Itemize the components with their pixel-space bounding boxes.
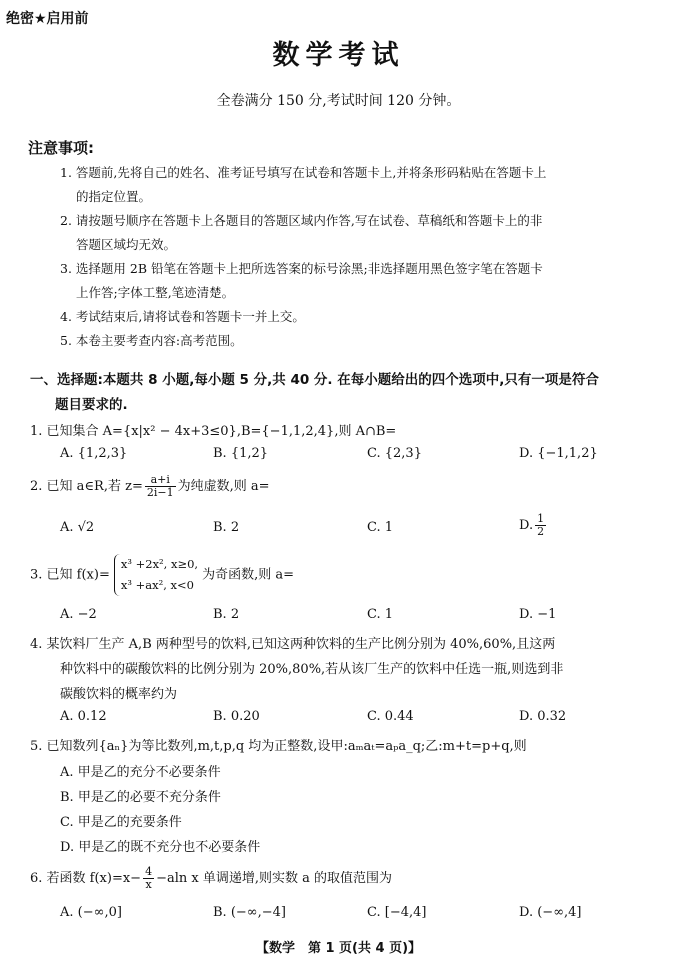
question-3-stem (30, 554, 294, 596)
q1-option-a: A. {1,2,3} (60, 446, 128, 461)
q2-option-a: A. √2 (60, 520, 95, 535)
q3-option-c: C. 1 (367, 607, 394, 622)
note-line: 答题区域均无效。 (76, 237, 177, 252)
q4-option-b: B. 0.20 (213, 709, 260, 724)
q6-numerator: 4 (145, 865, 153, 878)
page-footer: 【数学 第 1 页(共 4 页)】 (255, 941, 422, 956)
section-heading-cont: 题目要求的. (55, 397, 128, 413)
q2-option-c: C. 1 (367, 520, 394, 535)
q2-d-denominator: 2 (537, 525, 545, 538)
note-line: 3. 选择题用 2B 铅笔在答题卡上把所选答案的标号涂黑;非选择题用黑色签字笔在答题卡 (60, 261, 543, 276)
q5-option-c: C. 甲是乙的充要条件 (60, 815, 182, 830)
q3-stem-pre: 3. 已知 f(x)= (30, 567, 110, 583)
q1-option-c: C. {2,3} (367, 446, 422, 461)
q2-option-d (519, 513, 548, 538)
q5-option-b: B. 甲是乙的必要不充分条件 (60, 790, 221, 805)
question-1-stem: 1. 已知集合 A={x|x² − 4x+3≤0},B={−1,1,2,4},则 A∩B= (30, 424, 397, 439)
question-5-stem: 5. 已知数列{aₙ}为等比数列,m,t,p,q 均为正整数,设甲:aₘaₜ=aₚa_q;乙:m+t=p+q,则 (30, 739, 527, 754)
question-2-stem (30, 474, 270, 499)
q3-stem-post: 为奇函数,则 a= (202, 567, 294, 583)
q2-denominator: 2i−1 (146, 486, 174, 499)
q3-piecewise (114, 554, 198, 596)
q6-stem-pre: 6. 若函数 f(x)=x− (30, 871, 142, 886)
q2-stem-pre: 2. 已知 a∈R,若 z= (30, 479, 143, 494)
section-heading: 一、选择题:本题共 8 小题,每小题 5 分,共 40 分. 在每小题给出的四个选项中,只有一项是符合 (30, 372, 599, 388)
q6-option-c: C. [−4,4] (367, 905, 427, 920)
q2-numerator: a+i (145, 474, 176, 487)
question-4-line: 4. 某饮料厂生产 A,B 两种型号的饮料,已知这两种饮料的生产比例分别为 40%,60%,且这两 (30, 637, 556, 652)
q2-stem-post: 为纯虚数,则 a= (177, 479, 270, 494)
q2-fraction (145, 474, 176, 499)
q3-case-1: x³ +2x², x≥0, (120, 557, 199, 571)
q3-case-2: x³ +ax², x<0 (120, 578, 194, 592)
note-line: 1. 答题前,先将自己的姓名、准考证号填写在试卷和答题卡上,并将条形码粘贴在答题卡上 (60, 165, 547, 180)
q2-option-b: B. 2 (213, 520, 240, 535)
note-line: 的指定位置。 (76, 189, 152, 204)
q4-option-a: A. 0.12 (60, 709, 107, 724)
note-line: 4. 考试结束后,请将试卷和答题卡一并上交。 (60, 309, 305, 324)
question-4-line: 种饮料中的碳酸饮料的比例分别为 20%,80%,若从该厂生产的饮料中任选一瓶,则选到非 (60, 662, 564, 677)
q5-option-d: D. 甲是乙的既不充分也不必要条件 (60, 840, 261, 855)
note-line: 2. 请按题号顺序在答题卡上各题目的答题区域内作答,写在试卷、草稿纸和答题卡上的非 (60, 213, 543, 228)
q6-option-b: B. (−∞,−4] (213, 905, 286, 920)
q4-option-c: C. 0.44 (367, 709, 414, 724)
exam-title: 数学考试 (272, 40, 405, 71)
q6-stem-post: −aln x 单调递增,则实数 a 的取值范围为 (156, 871, 392, 886)
q2-option-d-fraction (535, 513, 546, 538)
note-line: 上作答;字体工整,笔迹清楚。 (76, 285, 235, 300)
q6-option-a: A. (−∞,0] (60, 905, 122, 920)
q4-option-d: D. 0.32 (519, 709, 567, 724)
q6-option-d: D. (−∞,4] (519, 905, 582, 920)
question-4-line: 碳酸饮料的概率约为 (60, 687, 178, 702)
q6-denominator: x (145, 878, 152, 891)
q6-fraction (143, 866, 154, 891)
notes-heading: 注意事项: (28, 139, 94, 157)
confidential-label: 绝密★启用前 (6, 11, 89, 27)
note-line: 5. 本卷主要考查内容:高考范围。 (60, 333, 243, 348)
exam-subtitle: 全卷满分 150 分,考试时间 120 分钟。 (216, 93, 461, 109)
question-6-stem (30, 866, 392, 891)
q1-option-b: B. {1,2} (213, 446, 269, 461)
q3-option-b: B. 2 (213, 607, 240, 622)
q2-d-numerator: 1 (537, 512, 545, 525)
q3-option-a: A. −2 (60, 607, 97, 622)
q5-option-a: A. 甲是乙的充分不必要条件 (60, 765, 221, 780)
q3-option-d: D. −1 (519, 607, 557, 622)
q1-option-d: D. {−1,1,2} (519, 446, 598, 461)
q2-option-d-label: D. (519, 518, 534, 533)
